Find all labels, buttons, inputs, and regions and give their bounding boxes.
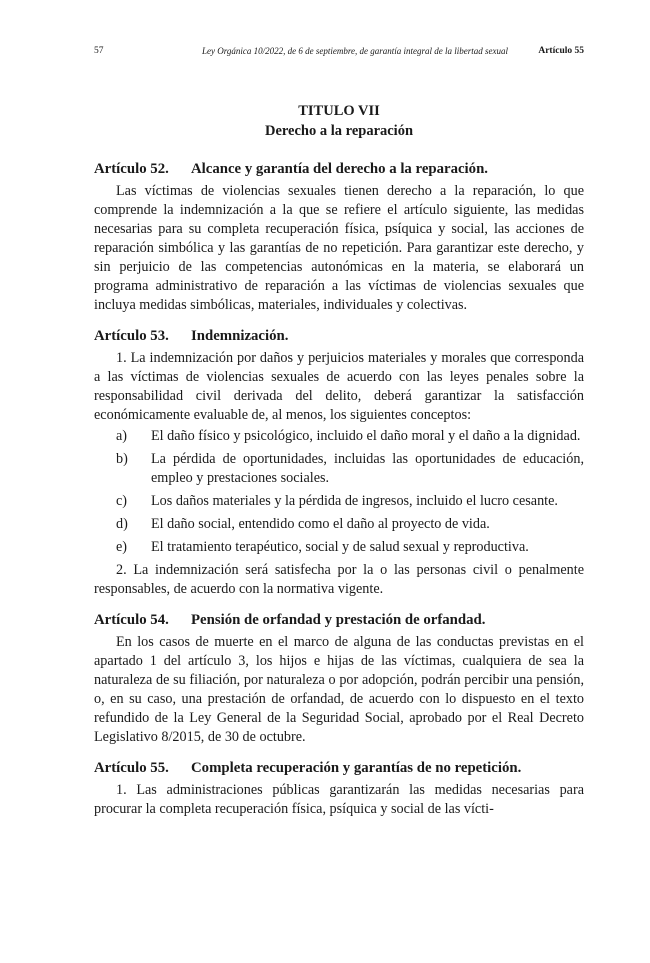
list-item: [94, 492, 584, 511]
article-heading: [94, 160, 584, 179]
running-title: Ley Orgánica 10/2022, de 6 de septiembre, de garantía integral de la libertad sexual: [202, 46, 509, 56]
list-text: El daño físico y psicológico, incluido el daño moral y el daño a la dignidad.: [151, 428, 581, 444]
list-item: [94, 427, 584, 446]
list-text: La pérdida de oportunidades, incluidas las oportunidades de educación, empleo y prestaciones sociales.: [151, 451, 584, 486]
article-heading: [94, 327, 584, 346]
title-number: TITULO VII: [298, 103, 380, 119]
article-heading: [94, 759, 584, 778]
article-paragraph: Las víctimas de violencias sexuales tienen derecho a la reparación, lo que comprende la indemnización a la que se refiere el artículo siguiente, las medidas necesarias para su completa recuperación física, psíquica y social, las acciones de reparación simbólica y las garantías de no repetición. Para garantizar este derecho, y sin perjuicio de las competencias autonómicas en la materia, se elaborará un programa administrativo de reparación a las víctimas de violencias sexuales que incluya medidas simbólicas, materiales, individuales y colectivas.: [94, 183, 584, 313]
title-name: Derecho a la reparación: [264, 123, 414, 139]
article-heading: [94, 611, 584, 630]
article-paragraph: 1. Las administraciones públicas garantizarán las medidas necesarias para procurar la completa recuperación física, psíquica y social de las vícti-: [94, 782, 584, 817]
page-number: 57: [94, 46, 104, 56]
list-item: [94, 538, 584, 557]
article-paragraph: 1. La indemnización por daños y perjuicios materiales y morales que corresponda a las víctimas de violencias sexuales de acuerdo con las leyes penales sobre la responsabilidad civil derivada del delito, deberá garantizar la satisfacción económicamente evaluable de, al menos, los siguientes conceptos:: [94, 350, 584, 423]
list-item: [94, 515, 584, 534]
list-marker: b): [116, 451, 128, 467]
article-paragraph: En los casos de muerte en el marco de alguna de las conductas previstas en el apartado 1 del artículo 3, los hijos e hijas de las víctimas, cualquiera de sea la naturaleza de su filiación, por naturaleza o por adopción, podrán percibir una pensión, o, en su caso, una prestación de orfandad, de acuerdo con lo dispuesto en el texto refundido de la Ley General de la Seguridad Social, aprobado por el Real Decreto Legislativo 8/2015, de 30 de octubre.: [94, 634, 584, 745]
article-number: Artículo 55.: [94, 760, 169, 776]
article-title: Indemnización.: [191, 328, 289, 344]
list-text: El daño social, entendido como el daño al proyecto de vida.: [151, 516, 490, 532]
list-item: [94, 450, 584, 488]
article-title: Completa recuperación y garantías de no repetición.: [191, 760, 522, 776]
page-header: [94, 43, 584, 59]
list-marker: a): [116, 428, 128, 444]
article-52: [94, 160, 584, 315]
header-article-ref: Artículo 55: [538, 46, 584, 56]
list-marker: e): [116, 539, 128, 555]
article-54: [94, 611, 584, 747]
list-marker: c): [116, 493, 128, 509]
list-marker: d): [116, 516, 128, 532]
title-block: [94, 101, 584, 141]
article-55: [94, 759, 584, 819]
article-title: Pensión de orfandad y prestación de orfandad.: [191, 612, 486, 628]
article-number: Artículo 52.: [94, 161, 169, 177]
list-text: Los daños materiales y la pérdida de ingresos, incluido el lucro cesante.: [151, 493, 558, 509]
article-number: Artículo 53.: [94, 328, 169, 344]
article-title: Alcance y garantía del derecho a la reparación.: [191, 161, 488, 177]
list-text: El tratamiento terapéutico, social y de salud sexual y reproductiva.: [151, 539, 529, 555]
document-body: [94, 160, 584, 831]
article-number: Artículo 54.: [94, 612, 169, 628]
article-paragraph: 2. La indemnización será satisfecha por la o las personas civil o penalmente responsables, de acuerdo con la normativa vigente.: [94, 562, 584, 597]
article-53: [94, 327, 584, 599]
concept-list: [94, 427, 584, 557]
